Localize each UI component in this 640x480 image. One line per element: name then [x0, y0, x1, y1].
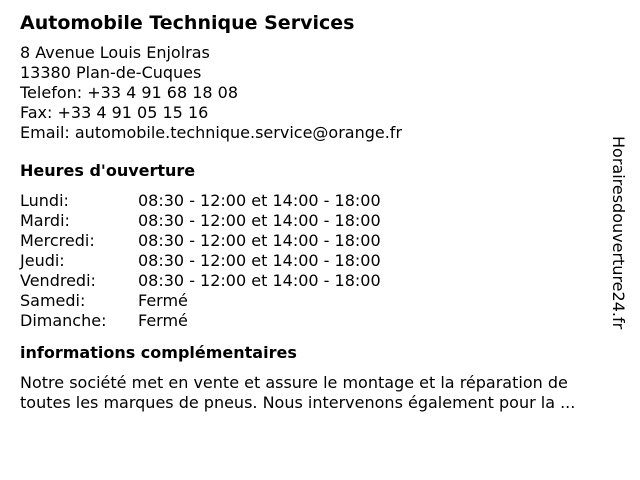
info-heading: informations complémentaires [20, 343, 297, 362]
business-name: Automobile Technique Services [20, 12, 355, 34]
hours-time: 08:30 - 12:00 et 14:00 - 18:00 [138, 271, 381, 290]
address-city: 13380 Plan-de-Cuques [20, 63, 202, 82]
email-address[interactable]: Email: automobile.technique.service@orange.fr [20, 123, 403, 142]
hours-day: Dimanche: [20, 311, 107, 330]
contact-block [20, 43, 612, 143]
hours-day: Jeudi: [20, 251, 65, 270]
hours-row-wednesday [20, 231, 612, 251]
hours-day: Lundi: [20, 191, 69, 210]
hours-row-saturday [20, 291, 612, 311]
hours-day: Samedi: [20, 291, 86, 310]
business-card [20, 10, 612, 413]
phone-number[interactable]: Telefon: +33 4 91 68 18 08 [20, 83, 239, 102]
hours-row-friday [20, 271, 612, 291]
hours-day: Mercredi: [20, 231, 95, 250]
info-line: Notre société met en vente et assure le montage et la réparation de [20, 373, 568, 392]
hours-row-tuesday [20, 211, 612, 231]
site-watermark: Horairesdouverture24.fr [609, 136, 628, 330]
hours-row-thursday [20, 251, 612, 271]
hours-row-monday [20, 191, 612, 211]
info-description [20, 373, 612, 413]
info-line: toutes les marques de pneus. Nous intervenons également pour la ... [20, 393, 576, 412]
address-street: 8 Avenue Louis Enjolras [20, 43, 210, 62]
hours-table [20, 191, 612, 331]
hours-time: 08:30 - 12:00 et 14:00 - 18:00 [138, 191, 381, 210]
hours-heading: Heures d'ouverture [20, 161, 196, 180]
hours-time: Fermé [138, 311, 188, 330]
hours-time: Fermé [138, 291, 188, 310]
hours-time: 08:30 - 12:00 et 14:00 - 18:00 [138, 251, 381, 270]
hours-day: Vendredi: [20, 271, 96, 290]
hours-row-sunday [20, 311, 612, 331]
hours-time: 08:30 - 12:00 et 14:00 - 18:00 [138, 231, 381, 250]
fax-number: Fax: +33 4 91 05 15 16 [20, 103, 209, 122]
hours-day: Mardi: [20, 211, 70, 230]
hours-time: 08:30 - 12:00 et 14:00 - 18:00 [138, 211, 381, 230]
